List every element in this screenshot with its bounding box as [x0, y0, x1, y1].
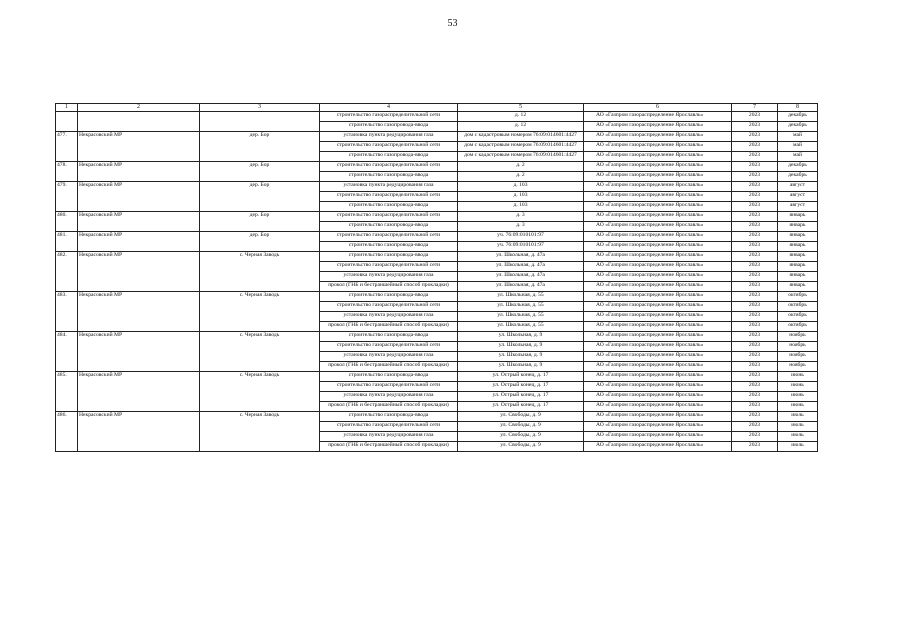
organization-cell: АО «Газпром газораспределение Ярославль» — [584, 202, 732, 212]
organization-cell: АО «Газпром газораспределение Ярославль» — [584, 442, 732, 452]
year-cell: 2023 — [732, 382, 778, 392]
organization-cell: АО «Газпром газораспределение Ярославль» — [584, 262, 732, 272]
work-type-cell: строительство газопровода-ввода — [320, 292, 458, 302]
entry-number-cell: 486. — [56, 412, 78, 452]
organization-cell: АО «Газпром газораспределение Ярославль» — [584, 222, 732, 232]
work-type-cell: строительство газопровода-ввода — [320, 172, 458, 182]
address-cell: д. 12 — [458, 112, 584, 122]
district-cell: Некрасовский МР — [78, 182, 200, 212]
table-row — [56, 232, 818, 242]
address-cell: уч. 76:09:010101:97 — [458, 232, 584, 242]
table-row — [56, 412, 818, 422]
work-type-cell: строительство газопровода-ввода — [320, 242, 458, 252]
table-row — [56, 112, 818, 122]
settlement-cell: дер. Бор — [200, 132, 320, 162]
organization-cell: АО «Газпром газораспределение Ярославль» — [584, 252, 732, 262]
organization-cell: АО «Газпром газораспределение Ярославль» — [584, 292, 732, 302]
table-row — [56, 372, 818, 382]
header-cell: 3 — [200, 104, 320, 112]
month-cell: июнь — [778, 392, 818, 402]
settlement-cell: дер. Бор — [200, 162, 320, 182]
organization-cell: АО «Газпром газораспределение Ярославль» — [584, 282, 732, 292]
work-type-cell: строительство газораспределительной сети — [320, 212, 458, 222]
year-cell: 2023 — [732, 312, 778, 322]
number-cell — [56, 112, 78, 132]
settlement-cell: дер. Бор — [200, 232, 320, 252]
work-type-cell: установка пункта редуцирования газа — [320, 432, 458, 442]
settlement-cell: дер. Бор — [200, 212, 320, 232]
district-cell: Некрасовский МР — [78, 162, 200, 182]
year-cell: 2023 — [732, 402, 778, 412]
address-cell: ул. Школьная, д. 47а — [458, 252, 584, 262]
organization-cell: АО «Газпром газораспределение Ярославль» — [584, 362, 732, 372]
month-cell: декабрь — [778, 162, 818, 172]
organization-cell: АО «Газпром газораспределение Ярославль» — [584, 212, 732, 222]
month-cell: январь — [778, 212, 818, 222]
table-row — [56, 252, 818, 262]
header-cell: 7 — [732, 104, 778, 112]
address-cell: ул. Школьная, д. 47а — [458, 272, 584, 282]
address-cell: ул. Школьная, д. 55 — [458, 322, 584, 332]
address-cell: уч. 76:09:010101:97 — [458, 242, 584, 252]
organization-cell: АО «Газпром газораспределение Ярославль» — [584, 152, 732, 162]
work-type-cell: строительство газопровода-ввода — [320, 222, 458, 232]
work-type-cell: прокол (ГНБ и бестраншейный способ прокладки) — [320, 362, 458, 372]
year-cell: 2023 — [732, 332, 778, 342]
work-type-cell: прокол (ГНБ и бестраншейный способ прокладки) — [320, 282, 458, 292]
table-row — [56, 332, 818, 342]
address-cell: д. 2 — [458, 172, 584, 182]
month-cell: август — [778, 182, 818, 192]
month-cell: июнь — [778, 372, 818, 382]
entry-number-cell: 483. — [56, 292, 78, 332]
address-cell: ул. Школьная, д. 9 — [458, 362, 584, 372]
organization-cell: АО «Газпром газораспределение Ярославль» — [584, 112, 732, 122]
work-type-cell: прокол (ГНБ и бестраншейный способ прокладки) — [320, 322, 458, 332]
organization-cell: АО «Газпром газораспределение Ярославль» — [584, 132, 732, 142]
month-cell: ноябрь — [778, 332, 818, 342]
address-cell: ул. Острый конец, д. 17 — [458, 382, 584, 392]
table-body — [56, 104, 818, 452]
month-cell: август — [778, 202, 818, 212]
year-cell: 2023 — [732, 442, 778, 452]
address-cell: ул. Острый конец, д. 17 — [458, 392, 584, 402]
entry-number-cell: 481. — [56, 232, 78, 252]
organization-cell: АО «Газпром газораспределение Ярославль» — [584, 382, 732, 392]
header-cell: 4 — [320, 104, 458, 112]
address-cell: ул. Свободы, д. 9 — [458, 412, 584, 422]
work-type-cell: строительство газораспределительной сети — [320, 112, 458, 122]
month-cell: октябрь — [778, 312, 818, 322]
address-cell: д. 3 — [458, 212, 584, 222]
address-cell: ул. Острый конец, д. 17 — [458, 402, 584, 412]
year-cell: 2023 — [732, 322, 778, 332]
entry-number-cell: 477. — [56, 132, 78, 162]
month-cell: октябрь — [778, 302, 818, 312]
address-cell: д. 3 — [458, 222, 584, 232]
month-cell: ноябрь — [778, 362, 818, 372]
entry-number-cell: 478. — [56, 162, 78, 182]
program-table — [55, 103, 818, 452]
address-cell: ул. Школьная, д. 55 — [458, 302, 584, 312]
year-cell: 2023 — [732, 232, 778, 242]
organization-cell: АО «Газпром газораспределение Ярославль» — [584, 142, 732, 152]
address-cell: ул. Школьная, д. 9 — [458, 332, 584, 342]
work-type-cell: строительство газораспределительной сети — [320, 382, 458, 392]
organization-cell: АО «Газпром газораспределение Ярославль» — [584, 272, 732, 282]
entry-number-cell: 482. — [56, 252, 78, 292]
district-cell: Некрасовский МР — [78, 232, 200, 252]
work-type-cell: строительство газораспределительной сети — [320, 262, 458, 272]
month-cell: июль — [778, 412, 818, 422]
organization-cell: АО «Газпром газораспределение Ярославль» — [584, 232, 732, 242]
organization-cell: АО «Газпром газораспределение Ярославль» — [584, 352, 732, 362]
address-cell: дом с кадастровым номером 76:09:014601:4427 — [458, 152, 584, 162]
work-type-cell: строительство газораспределительной сети — [320, 192, 458, 202]
organization-cell: АО «Газпром газораспределение Ярославль» — [584, 432, 732, 442]
entry-number-cell: 484. — [56, 332, 78, 372]
organization-cell: АО «Газпром газораспределение Ярославль» — [584, 172, 732, 182]
header-cell: 6 — [584, 104, 732, 112]
work-type-cell: строительство газораспределительной сети — [320, 422, 458, 432]
month-cell: июнь — [778, 402, 818, 412]
settlement-cell: с. Черная Заводь — [200, 292, 320, 332]
header-cell: 5 — [458, 104, 584, 112]
year-cell: 2023 — [732, 262, 778, 272]
address-cell: ул. Школьная, д. 47а — [458, 282, 584, 292]
address-cell: дом с кадастровым номером 76:09:014601:4427 — [458, 132, 584, 142]
month-cell: январь — [778, 272, 818, 282]
address-cell: д. 103 — [458, 182, 584, 192]
address-cell: ул. Острый конец, д. 17 — [458, 372, 584, 382]
month-cell: январь — [778, 282, 818, 292]
district-cell: Некрасовский МР — [78, 372, 200, 412]
address-cell: ул. Школьная, д. 9 — [458, 342, 584, 352]
settlement-cell: дер. Бор — [200, 182, 320, 212]
month-cell: декабрь — [778, 172, 818, 182]
entry-number-cell: 480. — [56, 212, 78, 232]
year-cell: 2023 — [732, 112, 778, 122]
month-cell: май — [778, 142, 818, 152]
settlement-cell: с. Черная Заводь — [200, 412, 320, 452]
organization-cell: АО «Газпром газораспределение Ярославль» — [584, 182, 732, 192]
address-cell: ул. Школьная, д. 55 — [458, 312, 584, 322]
month-cell: июль — [778, 442, 818, 452]
work-type-cell: строительство газораспределительной сети — [320, 162, 458, 172]
year-cell: 2023 — [732, 432, 778, 442]
month-cell: июль — [778, 422, 818, 432]
year-cell: 2023 — [732, 422, 778, 432]
organization-cell: АО «Газпром газораспределение Ярославль» — [584, 312, 732, 322]
work-type-cell: установка пункта редуцирования газа — [320, 352, 458, 362]
work-type-cell: установка пункта редуцирования газа — [320, 312, 458, 322]
month-cell: январь — [778, 252, 818, 262]
district-cell: Некрасовский МР — [78, 212, 200, 232]
district-cell: Некрасовский МР — [78, 292, 200, 332]
work-type-cell: строительство газопровода-ввода — [320, 122, 458, 132]
address-cell: ул. Свободы, д. 9 — [458, 422, 584, 432]
work-type-cell: строительство газопровода-ввода — [320, 152, 458, 162]
year-cell: 2023 — [732, 132, 778, 142]
district-cell — [78, 112, 200, 132]
address-cell: ул. Школьная, д. 9 — [458, 352, 584, 362]
year-cell: 2023 — [732, 202, 778, 212]
organization-cell: АО «Газпром газораспределение Ярославль» — [584, 322, 732, 332]
month-cell: май — [778, 132, 818, 142]
month-cell: июль — [778, 432, 818, 442]
year-cell: 2023 — [732, 152, 778, 162]
year-cell: 2023 — [732, 352, 778, 362]
work-type-cell: строительство газораспределительной сети — [320, 302, 458, 312]
work-type-cell: прокол (ГНБ и бестраншейный способ прокладки) — [320, 402, 458, 412]
settlement-cell — [200, 112, 320, 132]
year-cell: 2023 — [732, 302, 778, 312]
organization-cell: АО «Газпром газораспределение Ярославль» — [584, 302, 732, 312]
work-type-cell: строительство газораспределительной сети — [320, 232, 458, 242]
address-cell: д. 103 — [458, 202, 584, 212]
district-cell: Некрасовский МР — [78, 132, 200, 162]
month-cell: январь — [778, 232, 818, 242]
year-cell: 2023 — [732, 182, 778, 192]
table-row — [56, 162, 818, 172]
work-type-cell: строительство газораспределительной сети — [320, 342, 458, 352]
organization-cell: АО «Газпром газораспределение Ярославль» — [584, 332, 732, 342]
address-cell: ул. Свободы, д. 9 — [458, 442, 584, 452]
year-cell: 2023 — [732, 122, 778, 132]
year-cell: 2023 — [732, 142, 778, 152]
year-cell: 2023 — [732, 282, 778, 292]
header-row — [56, 104, 818, 112]
page-number: 53 — [447, 18, 458, 29]
month-cell: ноябрь — [778, 352, 818, 362]
year-cell: 2023 — [732, 172, 778, 182]
address-cell: дом с кадастровым номером 76:09:014601:4427 — [458, 142, 584, 152]
month-cell: август — [778, 192, 818, 202]
district-cell: Некрасовский МР — [78, 412, 200, 452]
month-cell: октябрь — [778, 322, 818, 332]
year-cell: 2023 — [732, 192, 778, 202]
year-cell: 2023 — [732, 372, 778, 382]
entry-number-cell: 479. — [56, 182, 78, 212]
address-cell: ул. Свободы, д. 9 — [458, 432, 584, 442]
work-type-cell: установка пункта редуцирования газа — [320, 392, 458, 402]
year-cell: 2023 — [732, 342, 778, 352]
settlement-cell: с. Черная Заводь — [200, 252, 320, 292]
address-cell: ул. Школьная, д. 55 — [458, 292, 584, 302]
month-cell: январь — [778, 262, 818, 272]
month-cell: январь — [778, 242, 818, 252]
month-cell: декабрь — [778, 122, 818, 132]
month-cell: январь — [778, 222, 818, 232]
month-cell: октябрь — [778, 292, 818, 302]
work-type-cell: строительство газораспределительной сети — [320, 142, 458, 152]
organization-cell: АО «Газпром газораспределение Ярославль» — [584, 402, 732, 412]
work-type-cell: строительство газопровода-ввода — [320, 372, 458, 382]
year-cell: 2023 — [732, 392, 778, 402]
organization-cell: АО «Газпром газораспределение Ярославль» — [584, 392, 732, 402]
year-cell: 2023 — [732, 362, 778, 372]
settlement-cell: с. Черная Заводь — [200, 332, 320, 372]
settlement-cell: с. Черная Заводь — [200, 372, 320, 412]
work-type-cell: строительство газопровода-ввода — [320, 412, 458, 422]
work-type-cell: прокол (ГНБ и бестраншейный способ прокладки) — [320, 442, 458, 452]
year-cell: 2023 — [732, 252, 778, 262]
month-cell: май — [778, 152, 818, 162]
year-cell: 2023 — [732, 162, 778, 172]
address-cell: д. 12 — [458, 122, 584, 132]
work-type-cell: установка пункта редуцирования газа — [320, 182, 458, 192]
header-cell: 1 — [56, 104, 78, 112]
work-type-cell: строительство газопровода-ввода — [320, 202, 458, 212]
month-cell: ноябрь — [778, 342, 818, 352]
year-cell: 2023 — [732, 412, 778, 422]
table-row — [56, 182, 818, 192]
month-cell: декабрь — [778, 112, 818, 122]
year-cell: 2023 — [732, 242, 778, 252]
district-cell: Некрасовский МР — [78, 332, 200, 372]
table-row — [56, 292, 818, 302]
address-cell: ул. Школьная, д. 47а — [458, 262, 584, 272]
month-cell: июнь — [778, 382, 818, 392]
organization-cell: АО «Газпром газораспределение Ярославль» — [584, 342, 732, 352]
organization-cell: АО «Газпром газораспределение Ярославль» — [584, 412, 732, 422]
work-type-cell: строительство газопровода-ввода — [320, 252, 458, 262]
table-row — [56, 212, 818, 222]
header-cell: 8 — [778, 104, 818, 112]
district-cell: Некрасовский МР — [78, 252, 200, 292]
work-type-cell: установка пункта редуцирования газа — [320, 132, 458, 142]
table-row — [56, 132, 818, 142]
entry-number-cell: 485. — [56, 372, 78, 412]
organization-cell: АО «Газпром газораспределение Ярославль» — [584, 192, 732, 202]
year-cell: 2023 — [732, 222, 778, 232]
address-cell: д. 103 — [458, 192, 584, 202]
work-type-cell: строительство газопровода-ввода — [320, 332, 458, 342]
address-cell: д. 2 — [458, 162, 584, 172]
organization-cell: АО «Газпром газораспределение Ярославль» — [584, 162, 732, 172]
year-cell: 2023 — [732, 212, 778, 222]
organization-cell: АО «Газпром газораспределение Ярославль» — [584, 122, 732, 132]
year-cell: 2023 — [732, 292, 778, 302]
organization-cell: АО «Газпром газораспределение Ярославль» — [584, 372, 732, 382]
year-cell: 2023 — [732, 272, 778, 282]
organization-cell: АО «Газпром газораспределение Ярославль» — [584, 242, 732, 252]
work-type-cell: установка пункта редуцирования газа — [320, 272, 458, 282]
header-cell: 2 — [78, 104, 200, 112]
organization-cell: АО «Газпром газораспределение Ярославль» — [584, 422, 732, 432]
